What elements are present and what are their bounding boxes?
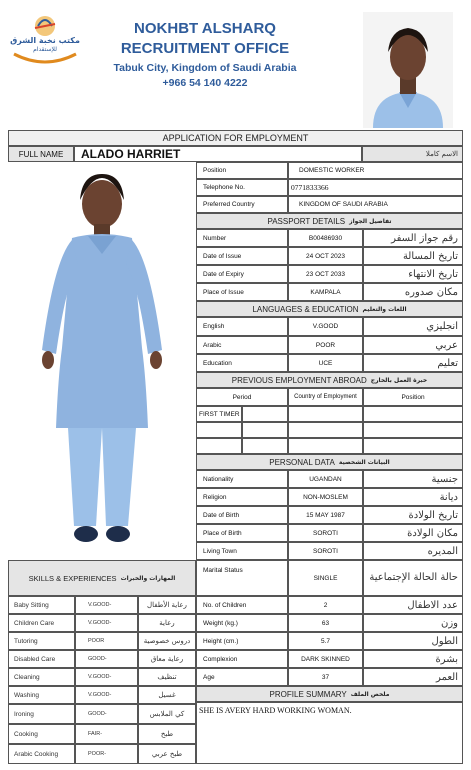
language-label: English [196,317,288,336]
prev-row-cell [242,406,288,422]
skill-label: Tutoring [8,632,75,650]
personal-label: Date of Birth [196,506,288,524]
passport-value: KAMPALA [288,283,363,301]
previous-employment-header: PREVIOUS EMPLOYMENT ABROAD خبرة العمل بالخارج [196,372,463,388]
personal-arabic: العمر [363,668,463,686]
job-label-preferred-country: Preferred Country [196,196,288,213]
skill-label: Children Care [8,614,75,632]
job-value-preferred-country: KINGDOM OF SAUDI ARABIA [288,196,463,213]
job-label-telephone: Telephone No. [196,179,288,196]
prev-col-position: Position [363,388,463,406]
personal-value: 37 [288,668,363,686]
passport-label: Place of Issue [196,283,288,301]
skill-label: Ironing [8,704,75,724]
profile-summary-header: PROFILE SUMMARY ملخص الملف [196,686,463,702]
prev-col-country: Country of Employment [288,388,363,406]
passport-arabic: رقم جواز السفر [363,229,463,247]
prev-row-cell [363,406,463,422]
skill-arabic: كي الملابس [138,704,196,724]
full-name-arabic: الاسم كاملا [362,146,463,162]
company-address: Tabuk City, Kingdom of Saudi Arabia [113,62,297,74]
company-logo [8,14,82,64]
job-value-position: DOMESTIC WORKER [288,162,463,179]
company-name: NOKHBT ALSHARQ [134,20,276,37]
prev-row-cell [363,422,463,438]
prev-row-note: FIRST TIMER [196,406,242,422]
personal-value: SINGLE [288,560,363,596]
personal-label: Living Town [196,542,288,560]
personal-value: DARK SKINNED [288,650,363,668]
personal-data-header: PERSONAL DATA البيانات الشخصية [196,454,463,470]
skills-section-header: SKILLS & EXPERIENCES المهارات والخبرات [8,560,196,596]
skill-arabic: رعاية معاق [138,650,196,668]
personal-label: Weight (kg.) [196,614,288,632]
prev-row-cell [242,438,288,454]
language-value: UCE [288,354,363,372]
full-name-label: FULL NAME [8,146,74,162]
personal-label: Marital Status [196,560,288,596]
personal-arabic: مكان الولادة [363,524,463,542]
personal-arabic: المديره [363,542,463,560]
passport-label: Date of Expiry [196,265,288,283]
prev-row-cell [242,422,288,438]
personal-value: 5.7 [288,632,363,650]
personal-label: Age [196,668,288,686]
personal-label: Place of Birth [196,524,288,542]
personal-value: 2 [288,596,363,614]
personal-arabic: جنسية [363,470,463,488]
full-name-value: ALADO HARRIET [74,146,362,162]
logo-text-arabic: مكتب نخبة الشرق [10,36,80,45]
language-label: Arabic [196,336,288,354]
skill-rating: FAIR- [75,724,138,744]
passport-arabic: تاريخ الانتهاء [363,265,463,283]
personal-arabic: بشرة [363,650,463,668]
passport-label: Date of Issue [196,247,288,265]
skill-label: Cleaning [8,668,75,686]
skill-rating: POOR [75,632,138,650]
skill-rating: V.GOOD- [75,614,138,632]
personal-value: NON-MOSLEM [288,488,363,506]
personal-value: SOROTI [288,524,363,542]
skill-rating: V.GOOD- [75,686,138,704]
skill-arabic: دروس خصوصية [138,632,196,650]
personal-label: Complexion [196,650,288,668]
passport-arabic: تاريخ المسالة [363,247,463,265]
skill-rating: GOOD- [75,650,138,668]
profile-summary-text: SHE IS AVERY HARD WORKING WOMAN. [199,706,352,715]
prev-row-cell [196,422,242,438]
logo-subtext-arabic: للإستقدام [33,46,57,53]
skill-arabic: غسيل [138,686,196,704]
passport-arabic: مكان صدوره [363,283,463,301]
skill-label: Cooking [8,724,75,744]
job-value-telephone: 0771833366 [288,179,463,196]
personal-value: SOROTI [288,542,363,560]
skill-arabic: رعاية [138,614,196,632]
company-subtitle: RECRUITMENT OFFICE [120,40,290,57]
prev-col-period: Period [196,388,288,406]
form-title: APPLICATION FOR EMPLOYMENT [8,130,463,146]
personal-label: Nationality [196,470,288,488]
prev-row-cell [288,438,363,454]
passport-label: Number [196,229,288,247]
skill-rating: GOOD- [75,704,138,724]
personal-label: No. of Children [196,596,288,614]
full-body-photo [8,162,196,560]
skill-rating: POOR- [75,744,138,764]
prev-row-cell [288,406,363,422]
prev-row-cell [288,422,363,438]
personal-arabic: حالة الحالة الإجتماعية [363,560,463,596]
language-arabic: تعليم [363,354,463,372]
personal-value: UGANDAN [288,470,363,488]
skill-label: Washing [8,686,75,704]
language-label: Education [196,354,288,372]
passport-value: 23 OCT 2033 [288,265,363,283]
personal-label: Height (cm.) [196,632,288,650]
skill-arabic: تنظيف [138,668,196,686]
skill-label: Arabic Cooking [8,744,75,764]
prev-row-cell [363,438,463,454]
personal-arabic: عدد الاطفال [363,596,463,614]
personal-arabic: وزن [363,614,463,632]
personal-arabic: ديانة [363,488,463,506]
language-value: POOR [288,336,363,354]
passport-value: 24 OCT 2023 [288,247,363,265]
skill-arabic: طبخ عربي [138,744,196,764]
language-value: V.GOOD [288,317,363,336]
languages-section-header: LANGUAGES & EDUCATION اللغات والتعليم [196,301,463,317]
personal-value: 63 [288,614,363,632]
personal-arabic: تاريخ الولادة [363,506,463,524]
portrait-photo [363,12,453,128]
skill-label: Baby Sitting [8,596,75,614]
skill-rating: V.GOOD- [75,596,138,614]
skill-arabic: طبخ [138,724,196,744]
personal-value: 15 MAY 1987 [288,506,363,524]
company-phone: +966 54 140 4222 [162,77,248,89]
skill-label: Disabled Care [8,650,75,668]
prev-row-cell [196,438,242,454]
passport-value: B00486930 [288,229,363,247]
passport-section-header: PASSPORT DETAILS تفاصيل الجواز [196,213,463,229]
skill-rating: V.GOOD- [75,668,138,686]
profile-summary-box [196,702,463,764]
skill-arabic: رعاية الأطفال [138,596,196,614]
language-arabic: عربي [363,336,463,354]
personal-label: Religion [196,488,288,506]
personal-arabic: الطول [363,632,463,650]
language-arabic: انجليزي [363,317,463,336]
header [0,0,471,128]
job-label-position: Position [196,162,288,179]
